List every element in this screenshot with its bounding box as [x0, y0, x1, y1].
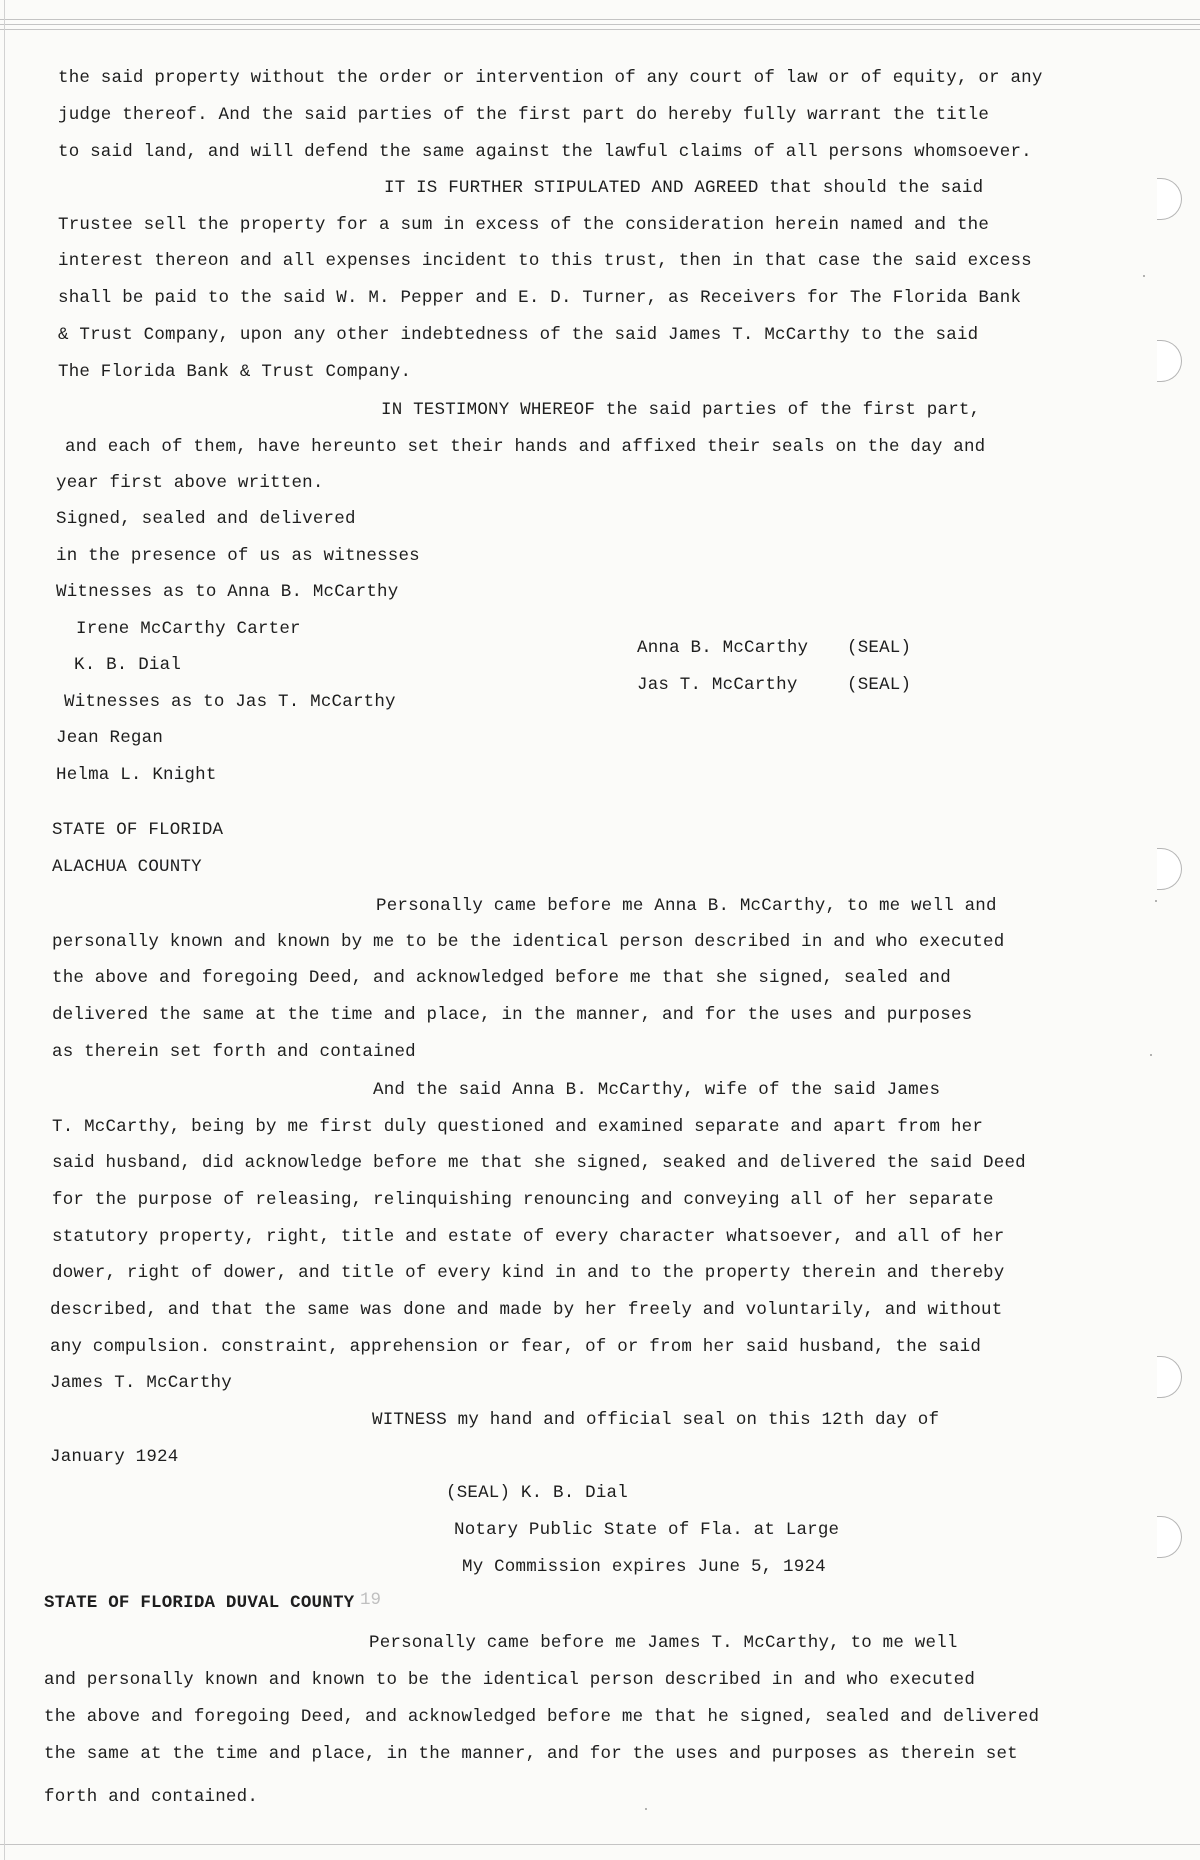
punch-hole	[1157, 178, 1182, 220]
notary-name: (SEAL) K. B. Dial	[446, 1483, 628, 1503]
punch-hole	[1157, 1356, 1182, 1398]
text-line: shall be paid to the said W. M. Pepper and E. D. Turner, as Receivers for The Florida Bank	[58, 288, 1022, 308]
text-line: the said property without the order or intervention of any court of law or of equity, or any	[58, 68, 1043, 88]
text-line: delivered the same at the time and place, in the manner, and for the uses and purposes	[52, 1005, 973, 1025]
text-line: statutory property, right, title and estate of every character whatsoever, and all of her	[52, 1227, 1005, 1247]
witness-name: Irene McCarthy Carter	[76, 619, 301, 639]
text-line: personally known and known by me to be the identical person described in and who executed	[52, 932, 1005, 952]
text-line: & Trust Company, upon any other indebtedness of the said James T. McCarthy to the said	[58, 325, 979, 345]
text-line: The Florida Bank & Trust Company.	[58, 362, 412, 382]
faint-stamp: 19	[360, 1590, 382, 1610]
text-line: Personally came before me Anna B. McCarthy, to me well and	[376, 896, 997, 916]
punch-hole	[1157, 848, 1182, 890]
text-line: as therein set forth and contained	[52, 1042, 416, 1062]
speck	[1143, 275, 1145, 277]
page-top-rule	[0, 29, 1200, 30]
text-line: And the said Anna B. McCarthy, wife of the said James	[373, 1080, 941, 1100]
signature-name: Jas T. McCarthy	[637, 675, 798, 695]
speck	[645, 1808, 647, 1810]
text-line: Trustee sell the property for a sum in excess of the consideration herein named and the	[58, 215, 990, 235]
text-line: January 1924	[50, 1447, 179, 1467]
speck	[1155, 900, 1157, 902]
text-line: the above and foregoing Deed, and acknowledged before me that she signed, sealed and	[52, 968, 951, 988]
text-line: year first above written.	[56, 473, 324, 493]
punch-hole	[1157, 340, 1182, 382]
text-line: in the presence of us as witnesses	[56, 546, 420, 566]
text-line: the same at the time and place, in the manner, and for the uses and purposes as therein set	[44, 1744, 1018, 1764]
text-line: described, and that the same was done and made by her freely and voluntarily, and without	[50, 1300, 1003, 1320]
notary-commission: My Commission expires June 5, 1924	[462, 1557, 826, 1577]
punch-hole	[1157, 1516, 1182, 1558]
page-bottom-rule	[0, 1844, 1200, 1845]
text-line: T. McCarthy, being by me first duly questioned and examined separate and apart from her	[52, 1117, 984, 1137]
witness-name: Helma L. Knight	[56, 765, 217, 785]
page-top-rule	[0, 24, 1200, 25]
witness-name: K. B. Dial	[74, 655, 182, 675]
text-line: IN TESTIMONY WHEREOF the said parties of the first part,	[381, 400, 981, 420]
witness-name: Jean Regan	[56, 728, 164, 748]
text-line: IT IS FURTHER STIPULATED AND AGREED that should the said	[384, 178, 984, 198]
text-line: and personally known and known to be the identical person described in and who executed	[44, 1670, 976, 1690]
text-line: the above and foregoing Deed, and acknowledged before me that he signed, sealed and delivered	[44, 1707, 1040, 1727]
speck	[1150, 1054, 1152, 1056]
text-line: judge thereof. And the said parties of the first part do hereby fully warrant the title	[58, 105, 990, 125]
text-line: to said land, and will defend the same against the lawful claims of all persons whomsoever.	[58, 142, 1032, 162]
text-line: and each of them, have hereunto set their hands and affixed their seals on the day and	[65, 437, 986, 457]
page-left-edge	[4, 0, 5, 1860]
venue-heading: STATE OF FLORIDA	[52, 820, 224, 840]
text-line: Witnesses as to Anna B. McCarthy	[56, 582, 399, 602]
text-line: interest thereon and all expenses incident to this trust, then in that case the said excess	[58, 251, 1032, 271]
signature-seal: (SEAL)	[847, 638, 912, 658]
text-line: for the purpose of releasing, relinquishing renouncing and conveying all of her separate	[52, 1190, 994, 1210]
signature-name: Anna B. McCarthy	[637, 638, 809, 658]
venue-heading: ALACHUA COUNTY	[52, 857, 202, 877]
text-line: Signed, sealed and delivered	[56, 509, 356, 529]
text-line: dower, right of dower, and title of every kind in and to the property therein and thereby	[52, 1263, 1005, 1283]
text-line: James T. McCarthy	[50, 1373, 232, 1393]
page-top-rule	[0, 19, 1200, 20]
text-line: any compulsion. constraint, apprehension or fear, of or from her said husband, the said	[50, 1337, 982, 1357]
text-line: Witnesses as to Jas T. McCarthy	[64, 692, 396, 712]
text-line: said husband, did acknowledge before me that she signed, seaked and delivered the said Deed	[52, 1153, 1026, 1173]
signature-seal: (SEAL)	[847, 675, 912, 695]
text-line: forth and contained.	[44, 1787, 259, 1807]
venue-heading: STATE OF FLORIDA DUVAL COUNTY	[44, 1593, 355, 1613]
text-line: Personally came before me James T. McCarthy, to me well	[369, 1633, 958, 1653]
notary-title: Notary Public State of Fla. at Large	[454, 1520, 840, 1540]
text-line: WITNESS my hand and official seal on this 12th day of	[372, 1410, 940, 1430]
